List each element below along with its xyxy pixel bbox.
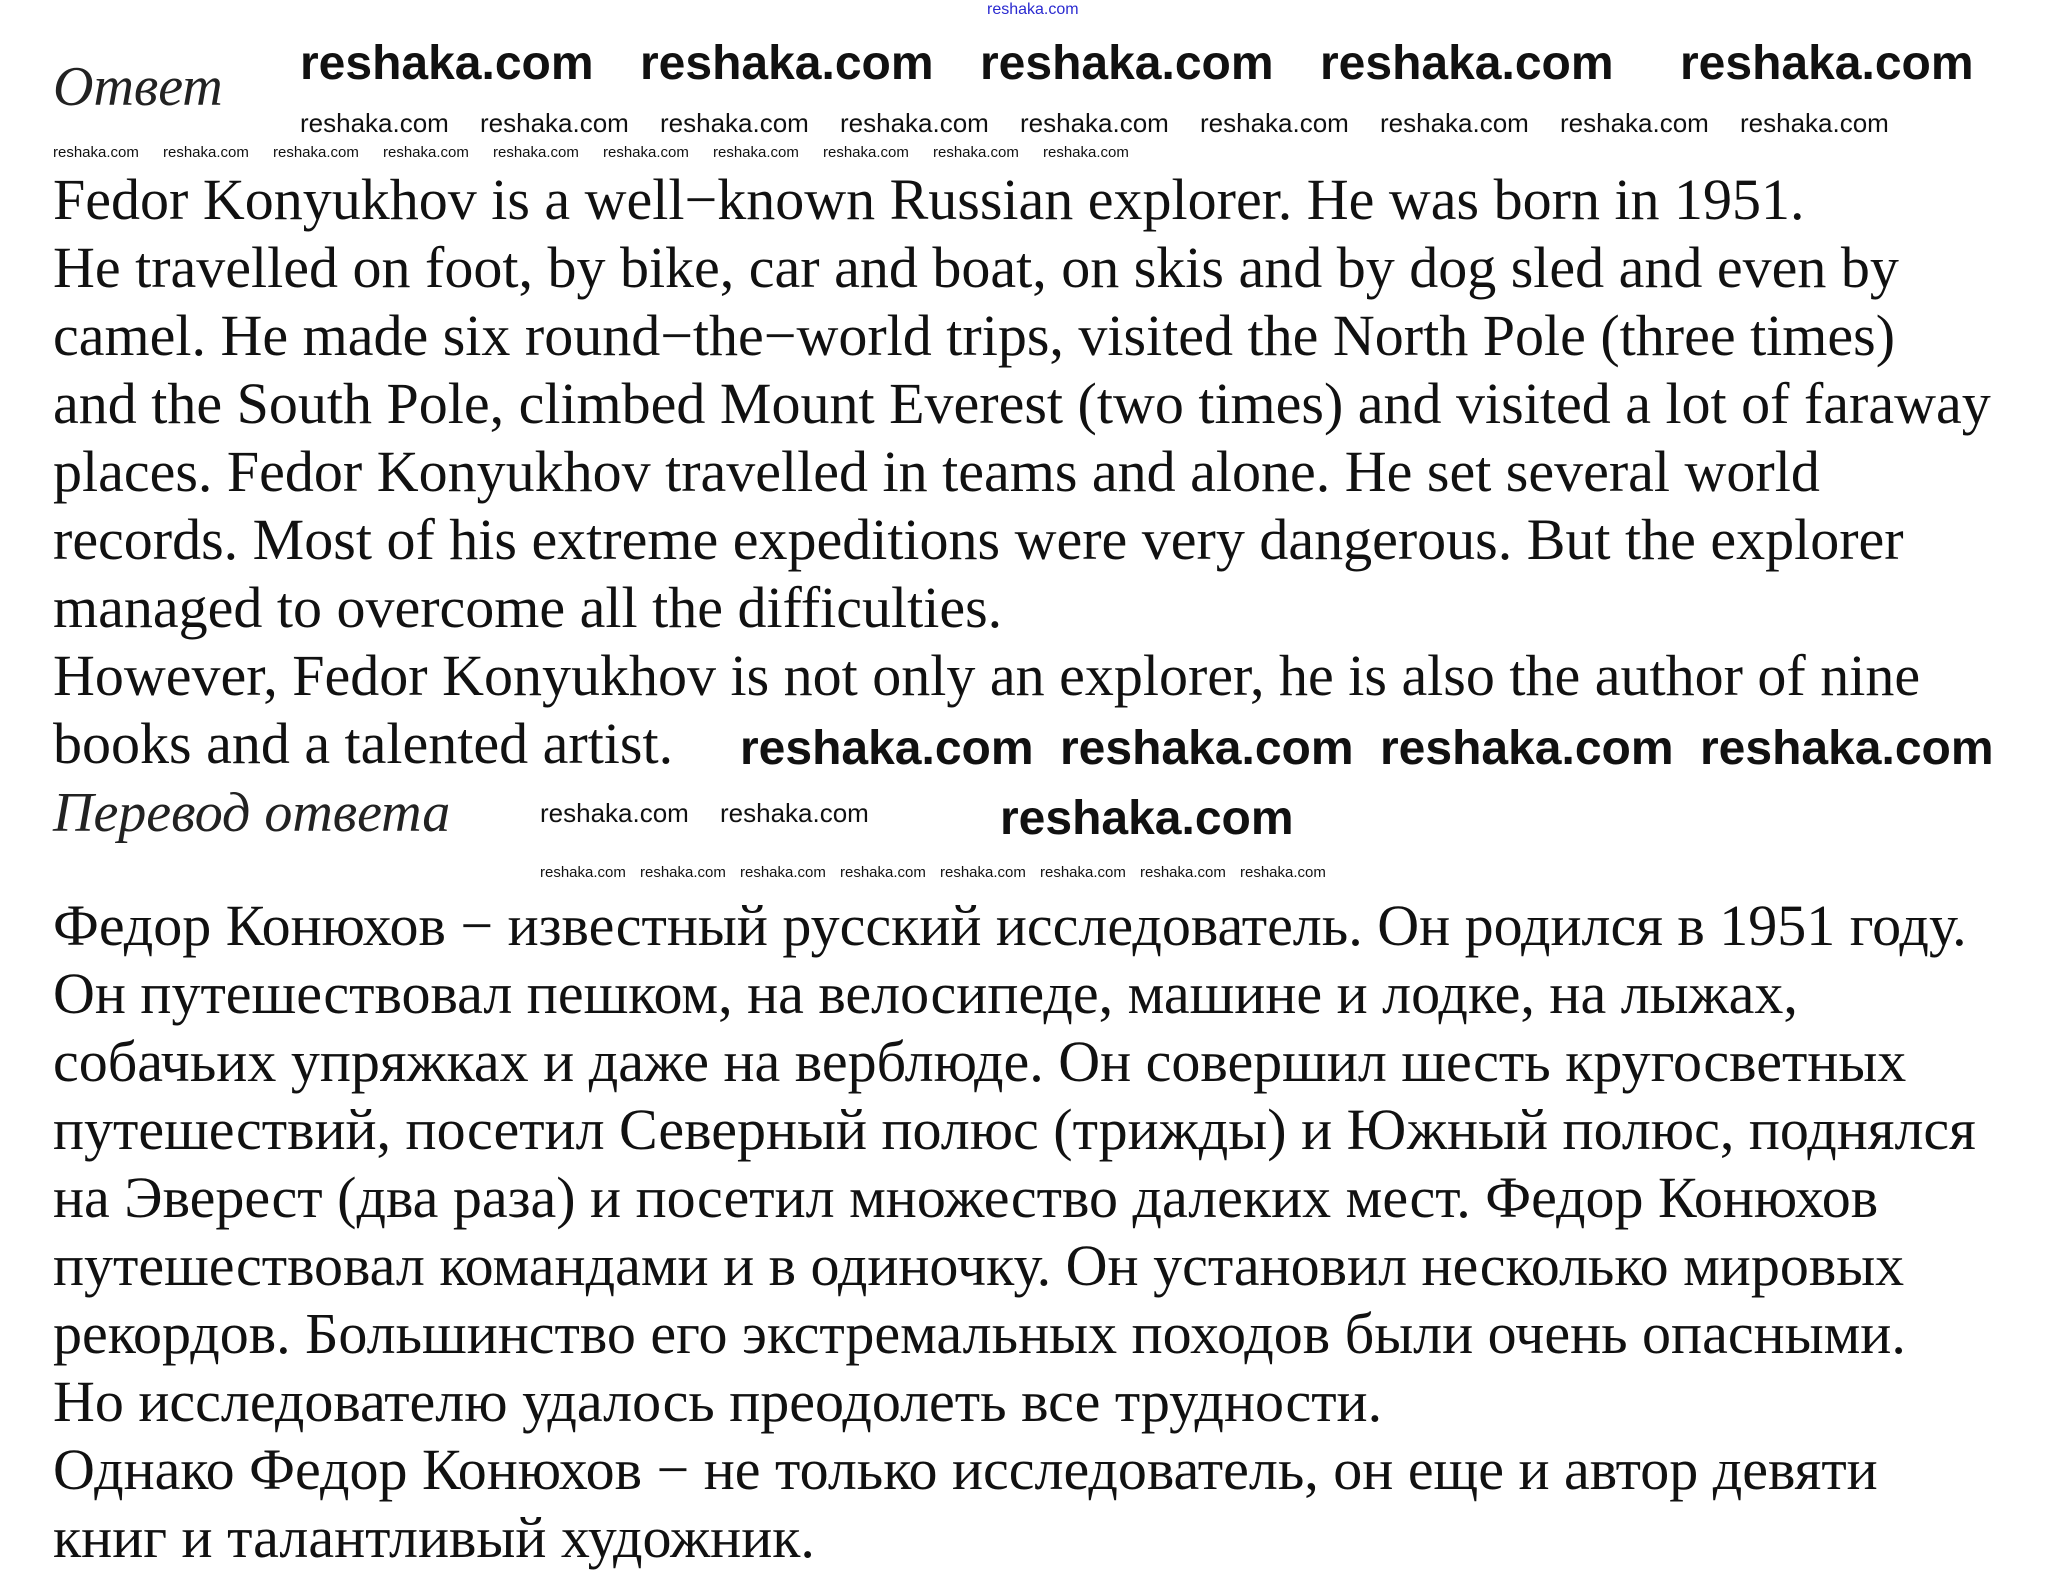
watermark: reshaka.com bbox=[163, 144, 249, 161]
watermark: reshaka.com bbox=[660, 108, 809, 138]
watermark: reshaka.com bbox=[987, 1, 1079, 18]
text-line: places. Fedor Konyukhov travelled in teams and alone. He set several world bbox=[53, 439, 1820, 505]
watermark: reshaka.com bbox=[383, 144, 469, 161]
watermark: reshaka.com bbox=[640, 37, 934, 90]
watermark: reshaka.com bbox=[1140, 864, 1226, 881]
watermark: reshaka.com bbox=[300, 37, 594, 90]
text-line: книг и талантливый художник. bbox=[53, 1505, 815, 1571]
watermark: reshaka.com bbox=[540, 798, 689, 828]
watermark: reshaka.com bbox=[300, 108, 449, 138]
watermark: reshaka.com bbox=[1000, 792, 1294, 845]
watermark: reshaka.com bbox=[980, 37, 1274, 90]
translation-heading: Перевод ответа bbox=[53, 782, 451, 844]
watermark: reshaka.com bbox=[940, 864, 1026, 881]
text-line: путешествовал командами и в одиночку. Он установил несколько мировых bbox=[53, 1233, 1905, 1299]
watermark: reshaka.com bbox=[53, 144, 139, 161]
watermark: reshaka.com bbox=[1320, 37, 1614, 90]
text-line: records. Most of his extreme expeditions were very dangerous. But the explorer bbox=[53, 507, 1904, 573]
watermark: reshaka.com bbox=[640, 864, 726, 881]
watermark: reshaka.com bbox=[1680, 37, 1974, 90]
watermark: reshaka.com bbox=[1020, 108, 1169, 138]
text-line: Fedor Konyukhov is a well−known Russian explorer. He was born in 1951. bbox=[53, 167, 1805, 233]
watermark: reshaka.com bbox=[840, 108, 989, 138]
watermark: reshaka.com bbox=[840, 864, 926, 881]
watermark: reshaka.com bbox=[1380, 108, 1529, 138]
text-line: Он путешествовал пешком, на велосипеде, машине и лодке, на лыжах, bbox=[53, 961, 1798, 1027]
watermark: reshaka.com bbox=[740, 864, 826, 881]
watermark: reshaka.com bbox=[1043, 144, 1129, 161]
watermark: reshaka.com bbox=[1040, 864, 1126, 881]
text-line: рекордов. Большинство его экстремальных походов были очень опасными. bbox=[53, 1301, 1906, 1367]
text-line: на Эверест (два раза) и посетил множество далеких мест. Федор Конюхов bbox=[53, 1165, 1879, 1231]
watermark: reshaka.com bbox=[1560, 108, 1709, 138]
watermark: reshaka.com bbox=[713, 144, 799, 161]
text-line: Но исследователю удалось преодолеть все трудности. bbox=[53, 1369, 1383, 1435]
watermark: reshaka.com bbox=[740, 722, 1034, 775]
watermark: reshaka.com bbox=[933, 144, 1019, 161]
answer-heading: Ответ bbox=[53, 56, 223, 118]
watermark: reshaka.com bbox=[480, 108, 629, 138]
text-line: books and a talented artist. bbox=[53, 711, 674, 777]
text-line: and the South Pole, climbed Mount Everest (two times) and visited a lot of faraway bbox=[53, 371, 1991, 437]
watermark: reshaka.com bbox=[603, 144, 689, 161]
watermark: reshaka.com bbox=[1240, 864, 1326, 881]
watermark: reshaka.com bbox=[540, 864, 626, 881]
watermark: reshaka.com bbox=[1740, 108, 1889, 138]
text-line: путешествий, посетил Северный полюс (трижды) и Южный полюс, поднялся bbox=[53, 1097, 1976, 1163]
text-line: собачьих упряжках и даже на верблюде. Он совершил шесть кругосветных bbox=[53, 1029, 1907, 1095]
watermark: reshaka.com bbox=[823, 144, 909, 161]
watermark: reshaka.com bbox=[493, 144, 579, 161]
watermark: reshaka.com bbox=[1380, 722, 1674, 775]
watermark: reshaka.com bbox=[1700, 722, 1994, 775]
watermark: reshaka.com bbox=[1200, 108, 1349, 138]
watermark: reshaka.com bbox=[273, 144, 359, 161]
text-line: He travelled on foot, by bike, car and boat, on skis and by dog sled and even by bbox=[53, 235, 1899, 301]
text-line: managed to overcome all the difficulties. bbox=[53, 575, 1003, 641]
text-line: Однако Федор Конюхов − не только исследователь, он еще и автор девяти bbox=[53, 1437, 1878, 1503]
text-line: camel. He made six round−the−world trips, visited the North Pole (three times) bbox=[53, 303, 1896, 369]
text-line: However, Fedor Konyukhov is not only an explorer, he is also the author of nine bbox=[53, 643, 1921, 709]
text-line: Федор Конюхов − известный русский исследователь. Он родился в 1951 году. bbox=[53, 893, 1967, 959]
watermark: reshaka.com bbox=[720, 798, 869, 828]
watermark: reshaka.com bbox=[1060, 722, 1354, 775]
